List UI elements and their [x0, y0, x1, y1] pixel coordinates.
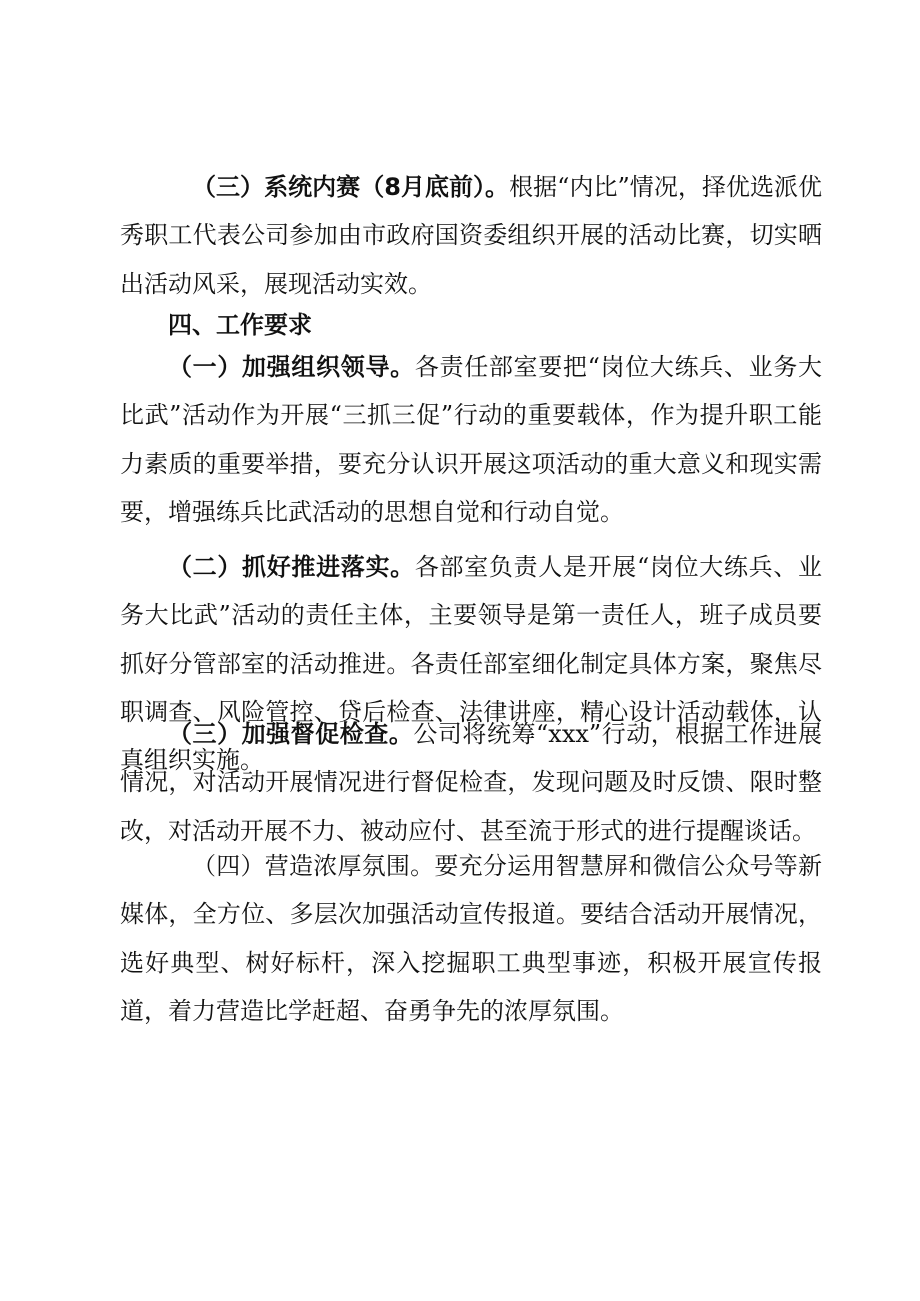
section3-title: （三）系统内赛（8月底前）。: [192, 173, 510, 201]
paragraph-req1: [120, 343, 822, 536]
heading-work-requirements: 四、工作要求: [168, 311, 312, 339]
req2-title: （二）抓好推进落实。: [168, 553, 415, 581]
paragraph-section3: [120, 163, 822, 308]
paragraph-req3: [120, 710, 822, 855]
paragraph-req4: [120, 842, 822, 1035]
req3-title: （三）加强督促检查。: [168, 720, 414, 748]
req4-body: 要充分运用智慧屏和微信公众号等新媒体，全方位、多层次加强活动宣传报道。要结合活动开展情况，选好典型、树好标杆，深入挖掘职工典型事迹，积极开展宣传报道，着力营造比学赶超、奋勇争先的浓厚氛围。: [120, 852, 823, 1025]
req3-body: 公司将统筹“xxx”行动，根据工作进展情况，对活动开展情况进行督促检查，发现问题及时反馈、限时整改，对活动开展不力、被动应付、甚至流于形式的进行提醒谈话。: [120, 720, 822, 845]
req2-body: 各部室负责人是开展“岗位大练兵、业务大比武”活动的责任主体，主要领导是第一责任人，班子成员要抓好分管部室的活动推进。各责任部室细化制定具体方案，聚焦尽职调查、风险管控、贷后检查、法律讲座，精心设计活动载体，认真组织实施。: [120, 553, 823, 775]
req4-title: （四）营造浓厚氛围。: [192, 852, 435, 880]
req1-body: 各责任部室要把“岗位大练兵、业务大比武”活动作为开展“三抓三促”行动的重要载体，作为提升职工能力素质的重要举措，要充分认识开展这项活动的重大意义和现实需要，增强练兵比武活动的思想自觉和行动自觉。: [120, 353, 823, 526]
req1-title: （一）加强组织领导。: [168, 353, 415, 381]
section3-body: 根据“内比”情况，择优选派优秀职工代表公司参加由市政府国资委组织开展的活动比赛，切实晒出活动风采，展现活动实效。: [120, 173, 822, 298]
